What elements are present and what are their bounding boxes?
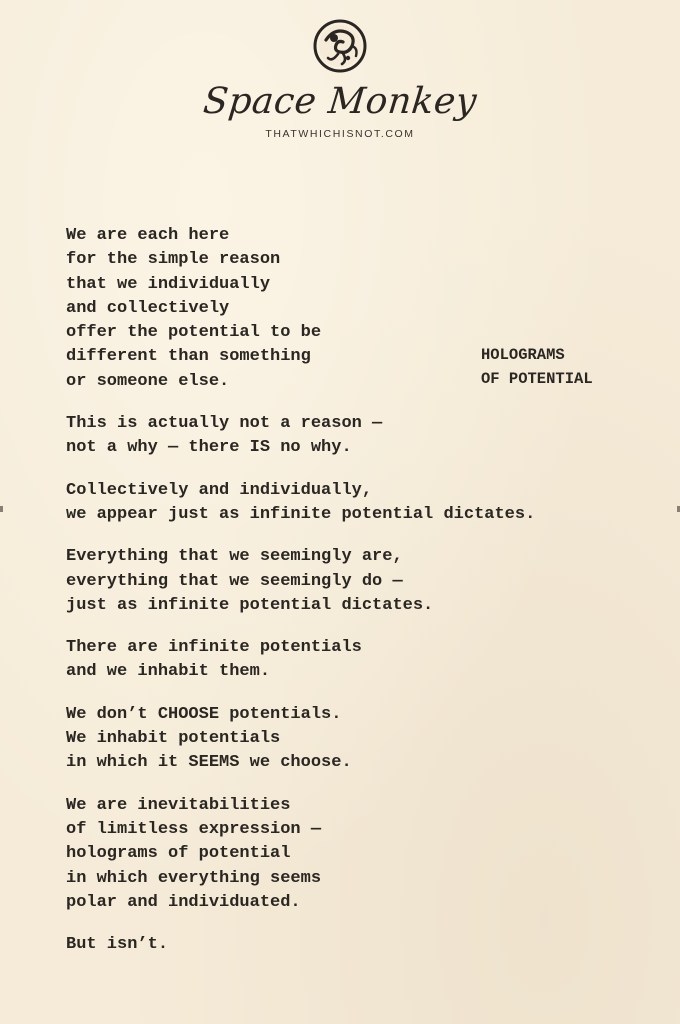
poem-line: We inhabit potentials — [66, 729, 281, 749]
brand-name: Space Monkey — [201, 81, 479, 122]
poem-line: But isn’t. — [66, 935, 169, 955]
poem-line: offer the potential to be — [66, 323, 322, 343]
monkey-emblem-icon — [312, 18, 368, 74]
stanza — [66, 933, 626, 957]
page-header — [0, 18, 680, 140]
stanza — [66, 636, 626, 685]
poem-line: We are inevitabilities — [66, 795, 291, 815]
poem-line: in which it SEEMS we choose. — [66, 753, 352, 773]
poem-line: just as infinite potential dictates. — [66, 595, 434, 615]
poem-line: Collectively and individually, — [66, 480, 373, 500]
poem-line: everything that we seemingly do — — [66, 571, 403, 591]
site-url[interactable]: THATWHICHISNOT.COM — [265, 128, 415, 140]
stanza — [66, 479, 626, 528]
poem-line: and we inhabit them. — [66, 662, 271, 682]
stanza — [66, 224, 626, 394]
poem-line: for the simple reason — [66, 250, 281, 270]
poem-line: in which everything seems — [66, 868, 322, 888]
stanza — [66, 703, 626, 776]
poem-line: This is actually not a reason — — [66, 414, 383, 434]
stanza — [66, 412, 626, 461]
poem-line: not a why — there IS no why. — [66, 438, 352, 458]
poem-line: Everything that we seemingly are, — [66, 547, 403, 567]
poem-body — [66, 224, 626, 975]
poem-line: that we individually — [66, 274, 271, 294]
title-line: HOLOGRAMS — [481, 346, 565, 364]
poem-line: different than something — [66, 347, 311, 367]
title-line: OF POTENTIAL — [481, 370, 593, 388]
stanza — [66, 794, 626, 915]
poem-line: holograms of potential — [66, 844, 291, 864]
poem-line: of limitless expression — — [66, 819, 322, 839]
poem-line: and collectively — [66, 298, 230, 318]
poem-line: polar and individuated. — [66, 892, 301, 912]
poem-line: we appear just as infinite potential dictates. — [66, 504, 536, 524]
poem-line: We don’t CHOOSE potentials. — [66, 704, 342, 724]
left-edge-mark — [0, 506, 3, 512]
poem-line: We are each here — [66, 226, 230, 245]
poem-line: or someone else. — [66, 371, 230, 391]
stanza — [66, 545, 626, 618]
poem-line: There are infinite potentials — [66, 638, 362, 658]
